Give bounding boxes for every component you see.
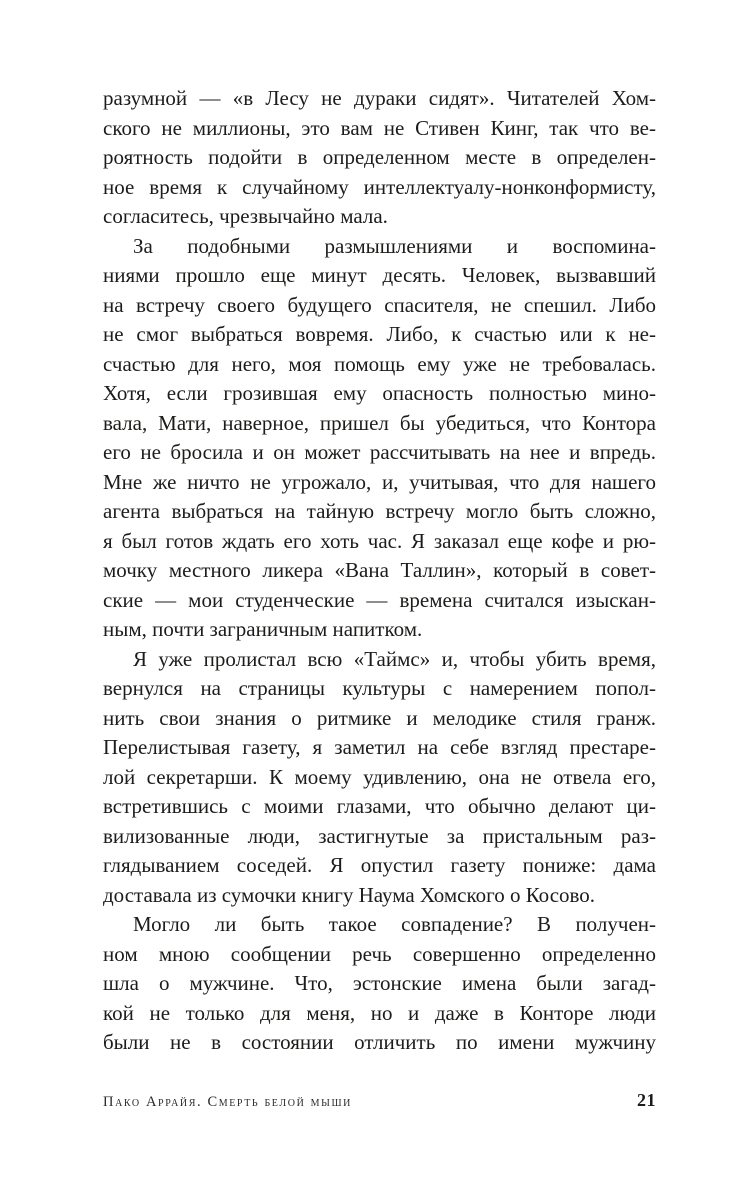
page-number: 21 [637, 1090, 656, 1110]
text-line: на встречу своего будущего спасителя, не спешил. Либо [103, 292, 656, 317]
text-line: Я уже пролистал всю «Таймс» и, чтобы убить время, [133, 646, 656, 671]
page-footer [103, 1090, 656, 1111]
text-line: Могло ли быть такое совпадение? В получен- [133, 912, 656, 936]
text-line: согласитесь, чрезвычайно мала. [103, 204, 388, 228]
paragraph [103, 232, 656, 645]
text-line: глядыванием соседей. Я опустил газету пониже: дама [103, 853, 656, 877]
text-line: лой секретарши. К моему удивлению, она не отвела его, [103, 764, 656, 789]
text-line: Хотя, если грозившая ему опасность полностью мино- [103, 381, 656, 405]
text-line: ным, почти заграничным напитком. [103, 617, 423, 641]
text-line: доставала из сумочки книгу Наума Хомского о Косово. [103, 882, 596, 907]
text-line: шла о мужчине. Что, эстонские имена были загад- [103, 971, 656, 995]
text-line: роятность подойти в определенном месте в определен- [103, 145, 656, 169]
paragraph [103, 910, 656, 1058]
text-line: вернулся на страницы культуры с намерением попол- [103, 676, 656, 700]
text-line: разумной — «в Лесу не дураки сидят». Читателей Хом- [103, 86, 656, 110]
text-line: агента выбраться на тайную встречу могло быть сложно, [103, 499, 656, 523]
text-line: нить свои знания о ритмике и мелодике стиля гранж. [103, 705, 656, 730]
page-text [103, 84, 656, 1058]
text-line: ские — мои студенческие — времена считался изыскан- [103, 587, 656, 612]
text-line: встретившись с моими глазами, что обычно делают ци- [103, 794, 656, 818]
text-line: кой не только для меня, но и даже в Конторе люди [103, 1000, 656, 1025]
text-line: ном мною сообщении речь совершенно определенно [103, 941, 656, 966]
paragraph [103, 84, 656, 232]
text-line: не смог выбраться вовремя. Либо, к счастью или к не- [103, 322, 656, 346]
running-title: Пако Аррайя. Смерть белой мыши [103, 1094, 352, 1110]
text-line: ниями прошло еще минут десять. Человек, вызвавший [103, 263, 656, 287]
text-line: были не в состоянии отличить по имени мужчину [103, 1030, 656, 1054]
text-line: ского не миллионы, это вам не Стивен Кинг, так что ве- [103, 115, 656, 140]
paragraph [103, 645, 656, 911]
text-line: ное время к случайному интеллектуалу-нонконформисту, [103, 174, 656, 199]
text-line: вилизованные люди, застигнутые за пристальным раз- [103, 823, 656, 848]
text-line: Перелистывая газету, я заметил на себе взгляд престаре- [103, 735, 656, 759]
text-line: За подобными размышлениями и воспомина- [133, 233, 656, 258]
text-line: мочку местного ликера «Вана Таллин», который в совет- [103, 558, 656, 582]
text-line: вала, Мати, наверное, пришел бы убедиться, что Контора [103, 410, 656, 435]
text-line: Мне же ничто не угрожало, и, учитывая, что для нашего [103, 469, 656, 494]
text-line: счастью для него, моя помощь ему уже не требовалась. [103, 351, 656, 376]
text-line: я был готов ждать его хоть час. Я заказал еще кофе и рю- [103, 528, 656, 553]
text-line: его не бросила и он может рассчитывать на нее и впредь. [103, 440, 656, 464]
